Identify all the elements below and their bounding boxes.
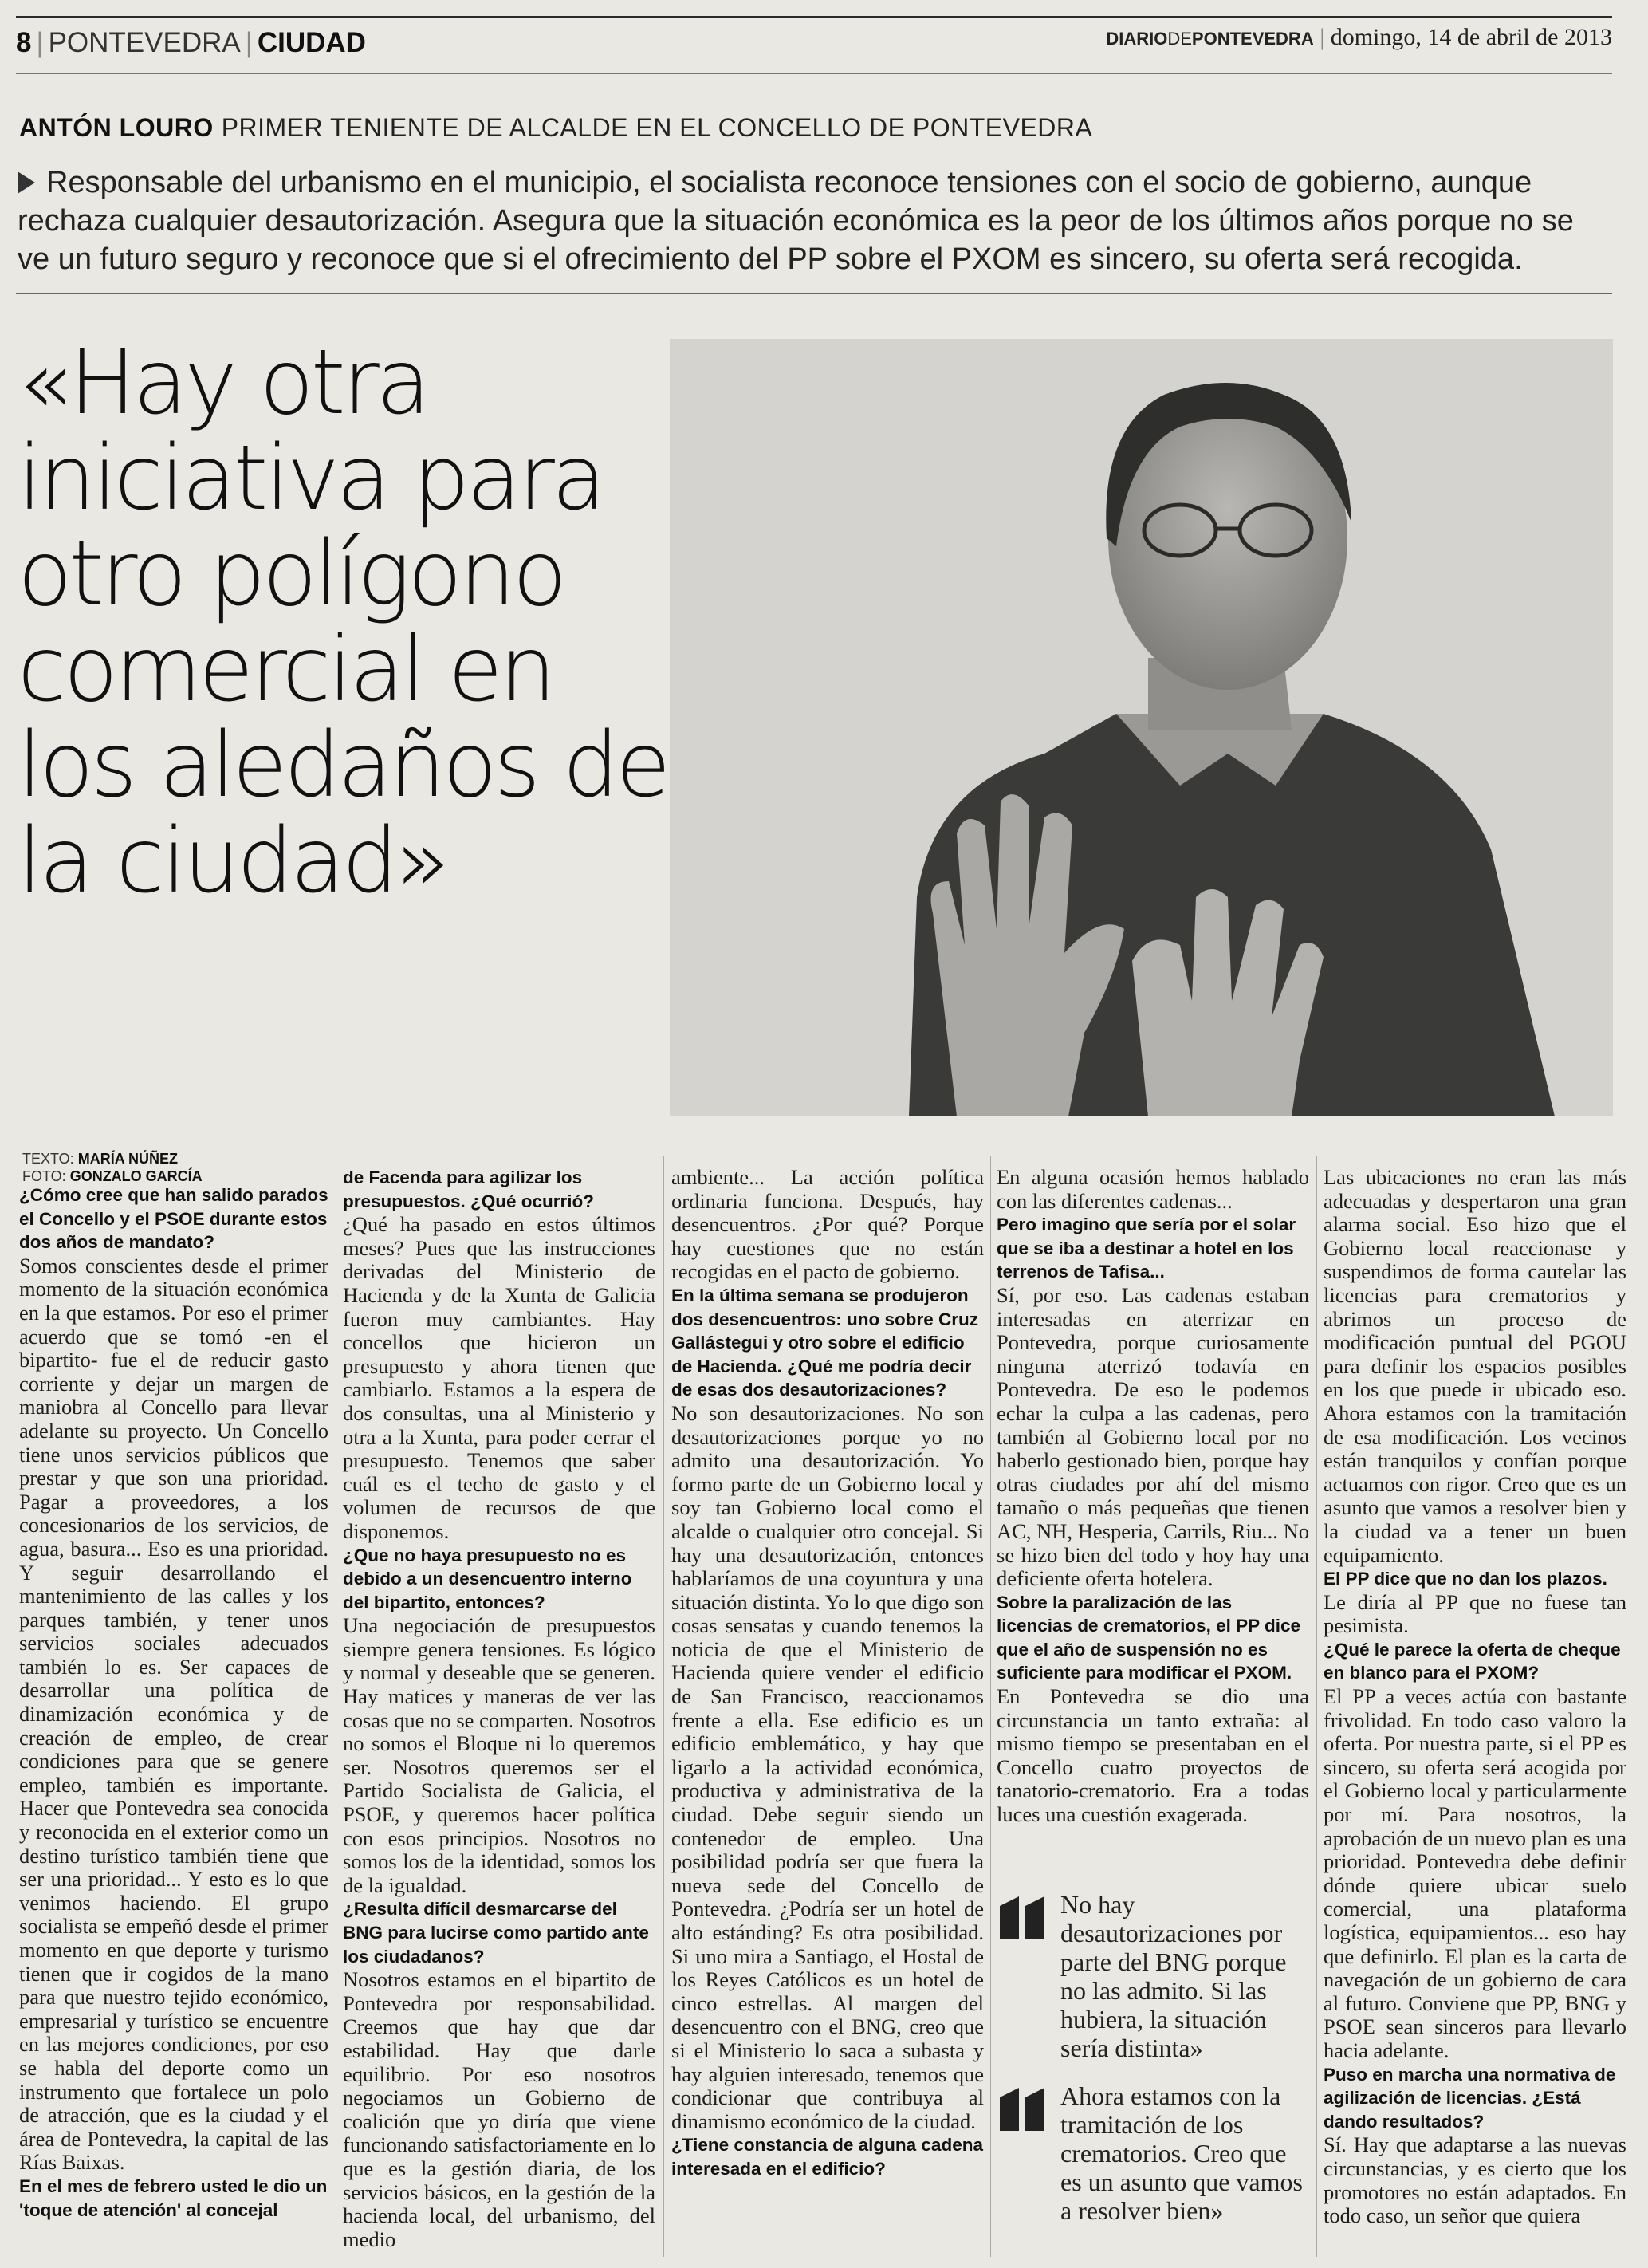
interview-answer: Una negociación de presupuestos siempre genera tensiones. Es lógico y normal y deseable que se generen. Hay matices y maneras de ver las cosas que no se comparten. Nosotros no somos el Bloque ni lo queremos ser. Nosotros queremos ser el Partido Socialista de Galicia, el PSOE, y queremos hacer política con esos principios. Nosotros no somos los de la identidad, somos los de la igualdad. — [343, 1613, 655, 1897]
interview-answer: Le diría al PP que no fuese tan pesimista. — [1324, 1589, 1626, 1638]
edition-label: PONTEVEDRA — [48, 27, 241, 58]
triangle-bullet-icon — [18, 171, 35, 194]
interview-question: Pero imagino que sería por el solar que se iba a destinar a hotel en los terrenos de Tafisa... — [997, 1215, 1296, 1282]
text-credit: TEXTO: MARÍA NÚÑEZ — [22, 1151, 179, 1167]
interviewee-name: ANTÓN LOURO — [19, 113, 214, 142]
column-divider — [990, 1156, 991, 2257]
quote-mark-icon — [998, 2086, 1048, 2132]
article-column-1 — [19, 1183, 328, 2222]
pull-quote-1 — [998, 1890, 1311, 2062]
interview-answer: No son desautorizaciones. No son desautorizaciones porque yo no admito una desautorización. Yo formo parte de un Gobierno local y soy tan Gobierno local como el alcalde o cualquier otro concejal. Si hay una desautorización, entonces hablaríamos de una coyuntura y una situación distinta. Yo lo que digo son cosas sensatas y cuando tenemos la noticia de que el Ministerio de Hacienda quiere vender el edificio de San Francisco, reaccionamos frente a ella. Ese edificio es un edificio emblemático, y hay que ligarlo a la actividad económica, productiva y administrativa de la ciudad. Debe seguir siendo un contenedor de empleo. Una posibilidad podría ser que fuera la nueva sede del Concello de Pontevedra. ¿Podría ser un hotel de alto estánding? Es otra posibilidad. Si uno mira a Santiago, el Hostal de los Reyes Católicos es un hotel de cinco estrellas. Al margen del desencuentro con el BNG, creo que si el Ministerio lo saca a subasta y hay alguien interesado, tenemos que condicionar que contribuya al dinamismo económico de la ciudad. — [671, 1400, 984, 2133]
interview-answer: ambiente... La acción política ordinaria funciona. Después, hay desencuentros. ¿Por qué? Porque hay cuestiones que no están recogidas en el pacto de gobierno. — [671, 1165, 984, 1284]
interview-answer: Las ubicaciones no eran las más adecuadas y despertaron una gran alarma social. Eso hizo que el Gobierno local reaccionase y suspendimos de forma cautelar las licencias para crematorios y abrimos un proceso de modificación puntual del PGOU para definir los espacios posibles en los que puede ir ubicado eso. Ahora estamos con la tramitación de esa modificación. Los vecinos están tranquilos y confían porque actuamos con rigor. Creo que es un asunto que vamos a resolver bien y la ciudad va a tener un buen equipamiento. — [1324, 1165, 1626, 1567]
column-divider — [1316, 1156, 1317, 2257]
interview-answer: Sí, por eso. Las cadenas estaban interesadas en aterrizar en Pontevedra, porque curiosamente ninguna aterrizó todavía en Pontevedra. De eso le podemos echar la culpa a las cadenas, pero también al Gobierno local por no haberlo gestionado bien, porque hay otras ciudades por ahí del mismo tamaño o más pequeñas que tienen AC, NH, Hesperia, Carrils, Riu... No se hizo bien del todo y hoy hay una deficiente oferta hotelera. — [997, 1282, 1309, 1591]
lead-paragraph — [18, 163, 1604, 278]
top-rule — [16, 16, 1612, 18]
interview-answer: Somos conscientes desde el primer momento de la situación económica en la que estamos. Por eso el primer acuerdo que se tomó -en el bipartito- fue el de reducir gasto corriente y dejar un margen de maniobra al Concello para llevar adelante su proyecto. Un Concello tiene unos servicios públicos que prestar y que son una prioridad. Pagar a proveedores, a los concesionarios de los servicios, de agua, basura... Eso es una prioridad. Y seguir desarrollando el mantenimiento de las calles y los parques también, y tener unos servicios sociales adecuados también lo es. Ser capaces de desarrollar una política de dinamización económica y de creación de empleo, de crear condiciones para que se genere empleo, también es importante. Hacer que Pontevedra sea conocida y reconocida en el exterior como un destino turístico también tiene que ser una prioridad... Y esto es lo que venimos haciendo. El grupo socialista se empeñó desde el primer momento en que deporte y turismo tienen que ir cogidos de la mano para que nuestro tejido económico, empresarial y turístico se encuentre en las mejores condiciones, por eso se habla del deporte como un instrumento que fortalece un polo de atracción, que es la ciudad y el área de Pontevedra, la capital de las Rías Baixas. — [19, 1253, 328, 2175]
dateline: DIARIODEPONTEVEDRA | domingo, 14 de abril de 2013 — [1106, 24, 1612, 50]
column-divider — [663, 1156, 664, 2257]
kicker — [19, 113, 1092, 143]
photo-illustration — [670, 339, 1613, 1116]
interview-question: ¿Qué le parece la oferta de cheque en blanco para el PXOM? — [1324, 1639, 1621, 1683]
pull-quote-1-text: No hay desautorizaciones por parte del BNG porque no las admito. Si las hubiera, la situación sería distinta» — [1060, 1890, 1287, 2062]
quote-mark-icon — [998, 1895, 1048, 1941]
folio: 8 | PONTEVEDRA | CIUDAD — [16, 27, 366, 58]
interview-question: Sobre la paralización de las licencias de crematorios, el PP dice que el año de suspensión no es suficiente para modificar el PXOM. — [997, 1592, 1301, 1683]
article-column-4 — [997, 1166, 1309, 1827]
portrait-photo — [670, 339, 1613, 1116]
interview-answer: En Pontevedra se dio una circunstancia un tanto extraña: al mismo tiempo se presentaban en el Concello cuatro proyectos de tanatorio-crematorio. Era a todas luces una cuestión exagerada. — [997, 1684, 1309, 1827]
interview-question: En la última semana se produjeron dos desencuentros: uno sobre Cruz Gallástegui y otro sobre el edificio de Hacienda. ¿Qué me podría decir de esas dos desautorizaciones? — [671, 1285, 979, 1400]
page-number: 8 — [16, 27, 32, 58]
byline — [22, 1150, 203, 1185]
interview-question: Puso en marcha una normativa de agilización de licencias. ¿Está dando resultados? — [1324, 2064, 1616, 2132]
interview-question: En el mes de febrero usted le dio un 'toque de atención' al concejal — [19, 2175, 328, 2220]
interview-question: ¿Tiene constancia de alguna cadena interesada en el edificio? — [671, 2135, 983, 2179]
interviewee-role: PRIMER TENIENTE DE ALCALDE EN EL CONCELLO DE PONTEVEDRA — [221, 113, 1093, 142]
header-rule — [16, 73, 1612, 74]
article-column-2 — [343, 1166, 655, 2251]
pull-quote-2-text: Ahora estamos con la tramitación de los crematorios. Creo que es un asunto que vamos a resolver bien» — [1060, 2081, 1303, 2225]
interview-answer: En alguna ocasión hemos hablado con las diferentes cadenas... — [997, 1165, 1309, 1213]
photo-credit: FOTO: GONZALO GARCÍA — [22, 1168, 203, 1184]
interview-question: El PP dice que no dan los plazos. — [1324, 1569, 1607, 1589]
publication-date: domingo, 14 de abril de 2013 — [1330, 24, 1612, 50]
interview-question: ¿Cómo cree que han salido parados el Concello y el PSOE durante estos dos años de mandato? — [19, 1185, 328, 1253]
interview-question: ¿Que no haya presupuesto no es debido a un desencuentro interno del bipartito, entonces? — [343, 1545, 632, 1612]
interview-question: de Facenda para agilizar los presupuestos. ¿Qué ocurrió? — [343, 1167, 595, 1211]
headline: «Hay otra iniciativa para otro polígono comercial en los aledaños de la ciudad» — [18, 331, 668, 913]
newspaper-brand: DIARIODEPONTEVEDRA — [1106, 29, 1314, 49]
interview-answer: ¿Qué ha pasado en estos últimos meses? Pues que las instrucciones derivadas del Ministerio de Hacienda y de la Xunta de Galicia fueron muy cambiantes. Hay concellos que hicieron un presupuesto y ahora tienen que cambiarlo. Estamos a la espera de dos consultas, una al Ministerio y otra a la Xunta, para poder cerrar el presupuesto. Tenemos que saber cuál es el techo de gasto y el volumen de recursos de que disponemos. — [343, 1212, 655, 1543]
interview-answer: Nosotros estamos en el bipartito de Pontevedra por responsabilidad. Creemos que hay que dar estabilidad. Hay que darle equilibrio. Por eso nosotros negociamos un Gobierno de coalición que yo diría que viene funcionando satisfactoriamente en lo que es la gestión diaria, de los servicios básicos, en la gestión de la hacienda local, del urbanismo, del medio — [343, 1967, 655, 2251]
article-column-5 — [1324, 1166, 1626, 2228]
section-label: CIUDAD — [257, 27, 366, 58]
article-column-3 — [671, 1166, 984, 2181]
interview-answer: Sí. Hay que adaptarse a las nuevas circunstancias, y es cierto que los promotores no están adaptados. En todo caso, un señor que quiera — [1324, 2132, 1626, 2228]
interview-question: ¿Resulta difícil desmarcarse del BNG para lucirse como partido ante los ciudadanos? — [343, 1899, 649, 1967]
lead-rule — [16, 293, 1612, 294]
pull-quote-2 — [998, 2081, 1311, 2225]
lead-text: Responsable del urbanismo en el municipio, el socialista reconoce tensiones con el socio de gobierno, aunque rechaza cualquier desautorización. Asegura que la situación económica es la peor de los últimos años porque no se ve un futuro seguro y reconoce que si el ofrecimiento del PP sobre el PXOM es sincero, su oferta será recogida. — [18, 166, 1574, 276]
interview-answer: El PP a veces actúa con bastante frivolidad. En todo caso valoro la oferta. Por nuestra parte, si el PP es sincero, su oferta será acogida por el Gobierno local y particularmente por mí. Para nosotros, la aprobación de un nuevo plan es una prioridad. Pontevedra debe definir dónde quiere ubicar suelo comercial, una plataforma logística, equipamientos... eso hay que definirlo. El plan es la carta de navegación de un gobierno de cara al futuro. Conviene que PP, BNG y PSOE sean sinceros para llevarlo hacia adelante. — [1324, 1684, 1626, 2062]
